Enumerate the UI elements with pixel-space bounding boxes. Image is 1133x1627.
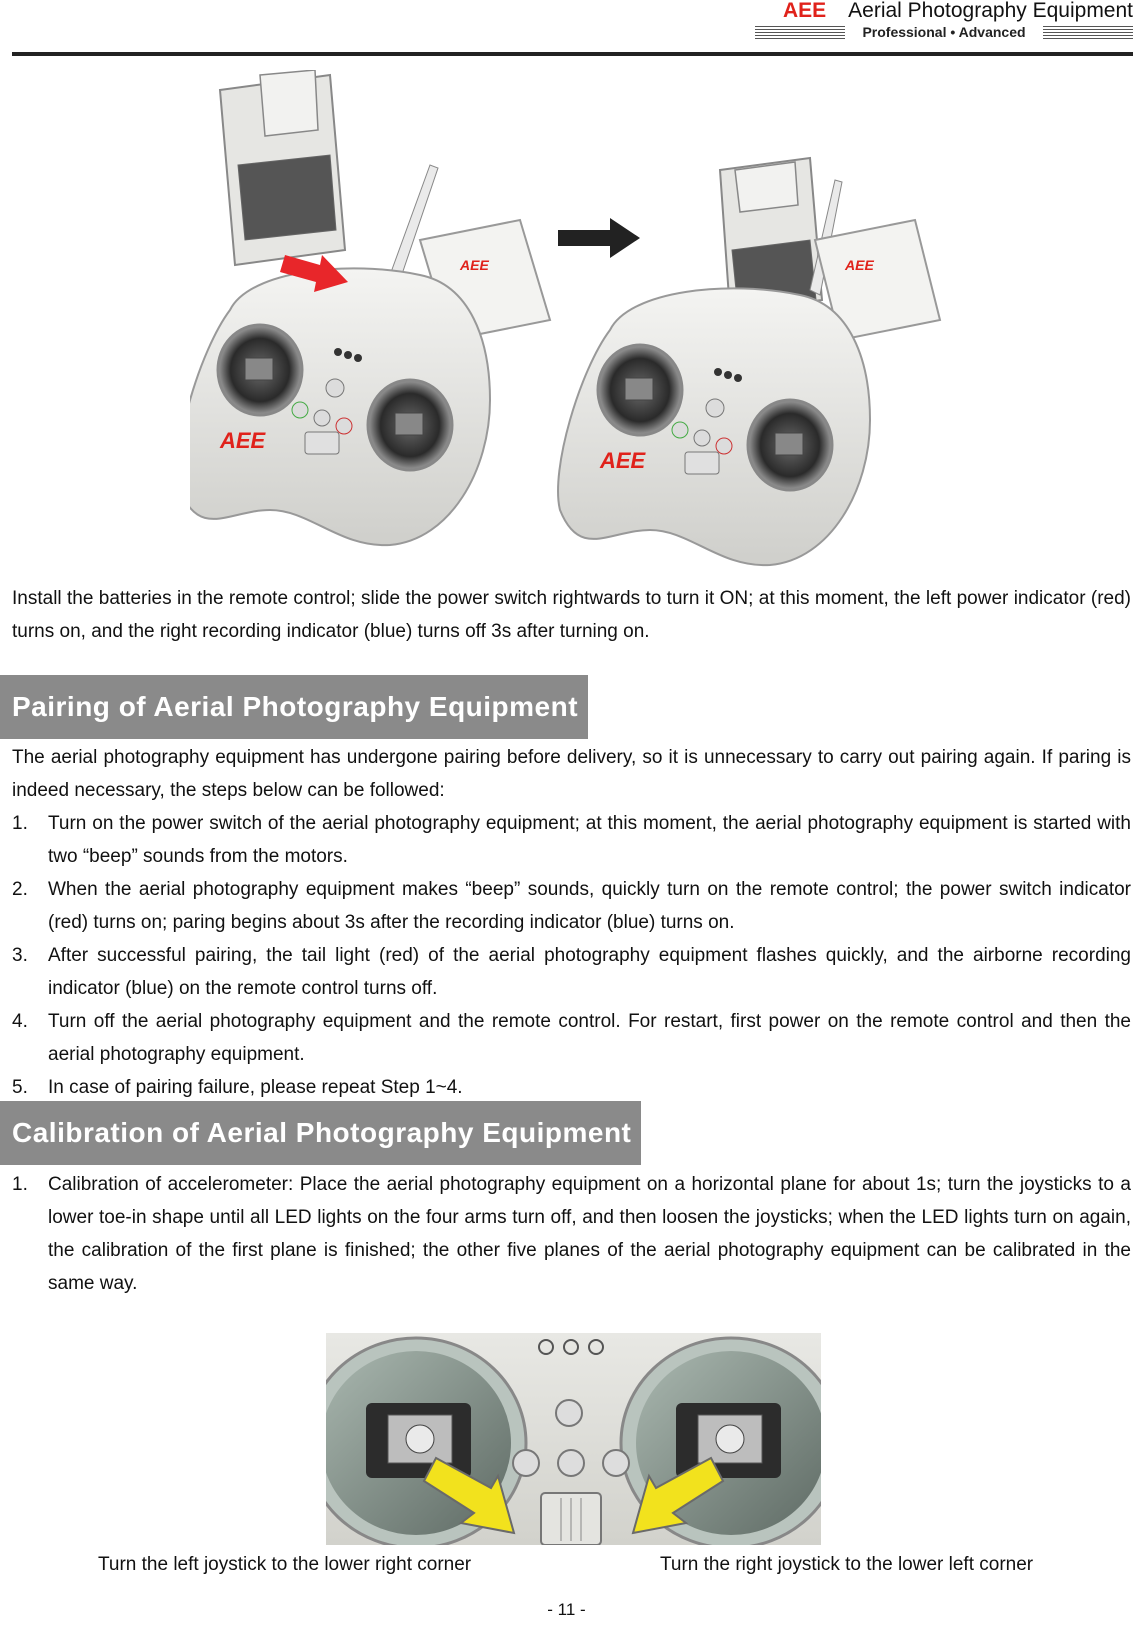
intro-paragraph: Install the batteries in the remote control; slide the power switch rightwards to turn it ON; at this moment, the left power indicator (red) turns on, and the right recording indicator (blue) turns off 3s after turning on.: [12, 588, 1131, 642]
list-item: 2. When the aerial photography equipment makes “beep” sounds, quickly turn on the remote control; the power switch indicator (red) turns on; paring begins about 3s after the recording indicator (blue) turns on.: [12, 879, 1131, 933]
pairing-heading: Pairing of Aerial Photography Equipment: [0, 675, 588, 739]
page-number: - 11 -: [547, 1600, 586, 1619]
decorative-stripes-left: [755, 26, 845, 39]
brand-subtitle-line: [755, 23, 1133, 41]
page-header: [0, 0, 1133, 56]
body-logo-left: AEE: [220, 428, 266, 453]
module-logo-left: AEE: [460, 257, 489, 273]
remote-control-install-figure: [190, 70, 1110, 570]
header-divider: [12, 52, 1133, 56]
brand-title: Aerial Photography Equipment: [848, 0, 1133, 22]
brand-title-line: [783, 0, 1133, 22]
list-item: 4. Turn off the aerial photography equipment and the remote control. For restart, first power on the remote control and then the aerial photography equipment.: [12, 1011, 1131, 1065]
pairing-intro: The aerial photography equipment has undergone pairing before delivery, so it is unnecessary to carry out pairing again. If paring is indeed necessary, the steps below can be followed:: [12, 747, 1131, 801]
list-item: 1. Calibration of accelerometer: Place the aerial photography equipment on a horizontal plane for about 1s; turn the joysticks to a lower toe-in shape until all LED lights on the four arms turn off, and then loosen the joysticks; when the LED lights turn on again, the calibration of the first plane is finished; the other five planes of the aerial photography equipment can be calibrated in the same way.: [12, 1174, 1131, 1294]
transition-arrow-icon: [558, 218, 640, 258]
list-item: 1. Turn on the power switch of the aerial photography equipment; at this moment, the aerial photography equipment is started with two “beep” sounds from the motors.: [12, 813, 1131, 867]
joystick-calibration-figure: [326, 1333, 821, 1545]
brand-logo-text: AEE: [782, 0, 827, 22]
brand-subtitle: Professional • Advanced: [862, 24, 1026, 40]
caption-right-joystick: Turn the right joystick to the lower left corner: [660, 1554, 1034, 1575]
decorative-stripes-right: [1043, 26, 1133, 39]
remote-control-right: [558, 158, 940, 565]
module-logo-right: AEE: [845, 257, 874, 273]
list-item: 5. In case of pairing failure, please repeat Step 1~4.: [12, 1077, 463, 1098]
list-item: 3. After successful pairing, the tail light (red) of the aerial photography equipment flashes quickly, and the airborne recording indicator (blue) on the remote control turns off.: [12, 945, 1131, 999]
body-logo-right: AEE: [600, 448, 646, 473]
pairing-steps: [12, 807, 1131, 1104]
calibration-heading: Calibration of Aerial Photography Equipment: [0, 1101, 641, 1165]
calibration-steps: [12, 1168, 1131, 1300]
caption-left-joystick: Turn the left joystick to the lower right corner: [98, 1554, 472, 1575]
remote-control-left: [190, 70, 550, 545]
